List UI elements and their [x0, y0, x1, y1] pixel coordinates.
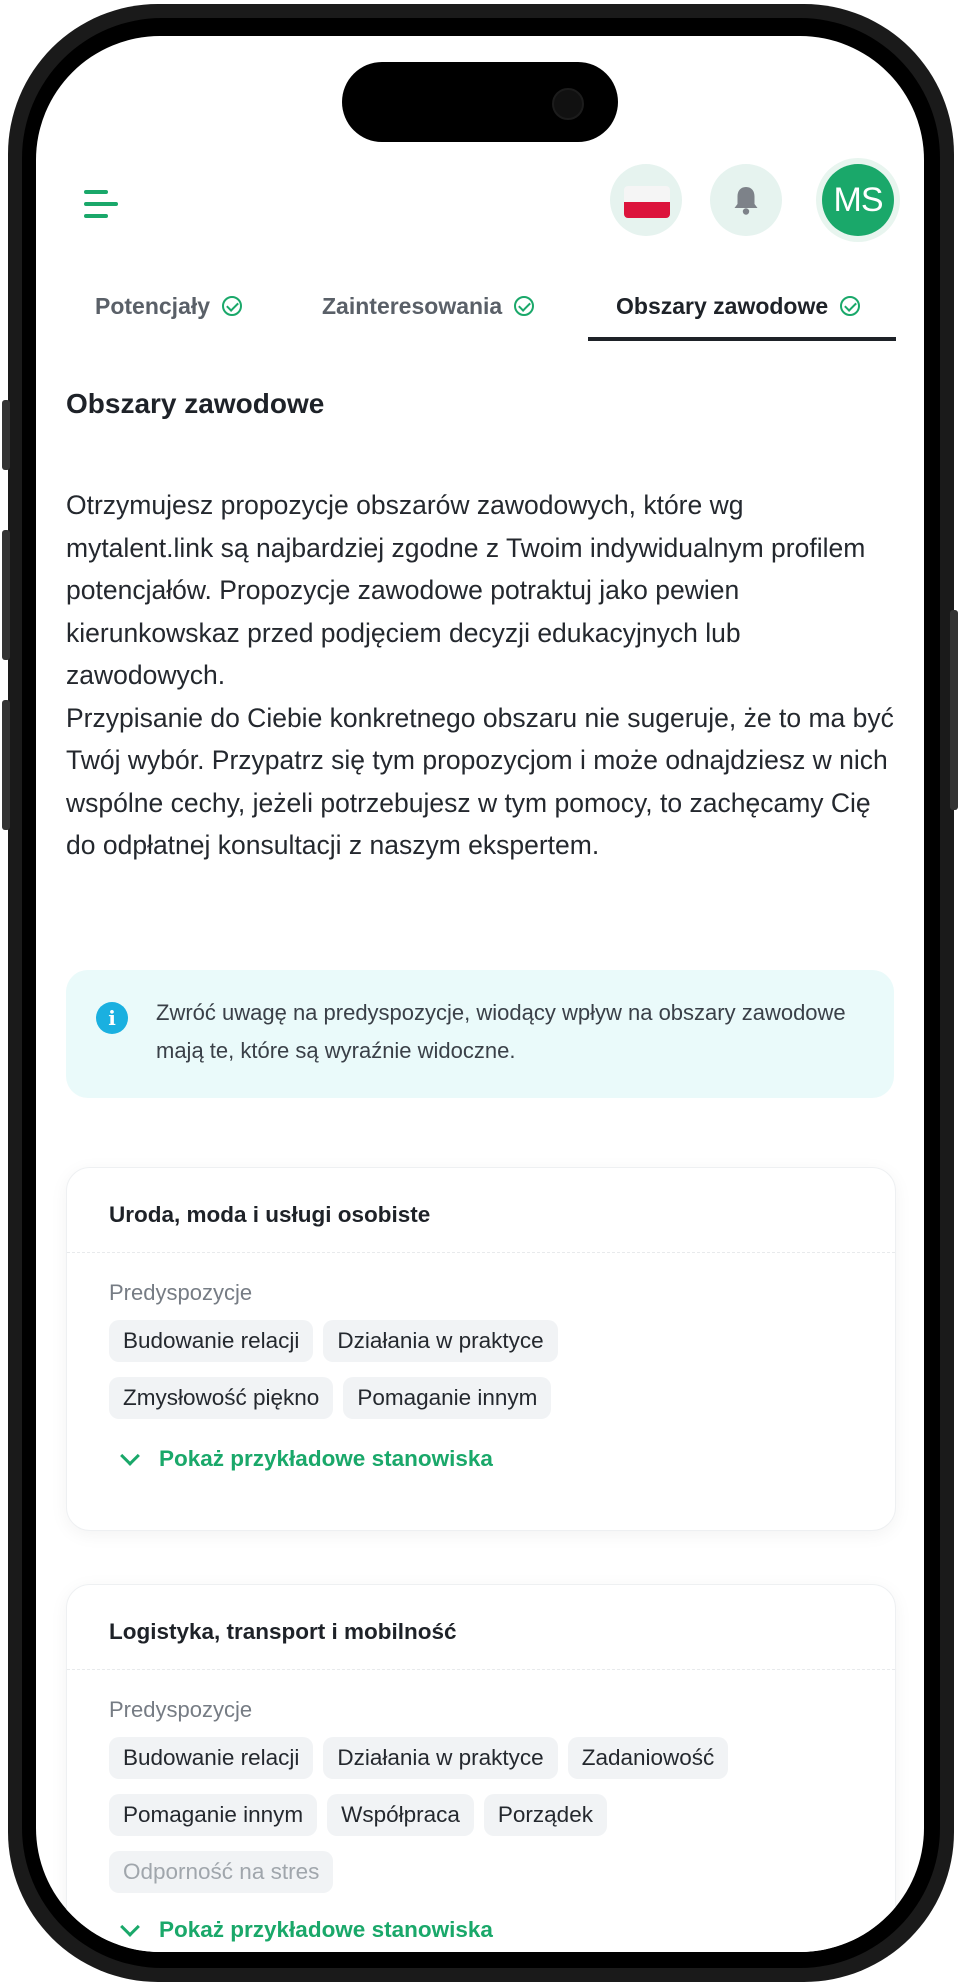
predisposition-chip-faded: Odporność na stres	[109, 1851, 333, 1893]
predisposition-chip: Zadaniowość	[568, 1737, 729, 1779]
bell-icon	[732, 184, 760, 216]
tab-bar	[36, 276, 924, 340]
check-circle-icon	[222, 296, 242, 316]
mute-switch	[2, 400, 10, 470]
camera-icon	[552, 88, 584, 120]
description-paragraph: Otrzymujesz propozycje obszarów zawodowych, które wg mytalent.link są najbardziej zgodne z Twoim indywidualnym profilem potencjałów. Propozycje zawodowe potraktuj jako pewien kierunkowskaz przed podjęciem decyzji edukacyjnych lub zawodowych.	[66, 490, 866, 690]
card-title: Uroda, moda i usługi osobiste	[109, 1202, 431, 1227]
power-button	[950, 610, 958, 810]
show-positions-button[interactable]	[123, 1917, 493, 1943]
tab-zainteresowania[interactable]	[322, 276, 534, 336]
predisposition-chip: Pomaganie innym	[343, 1377, 551, 1419]
card-divider	[67, 1669, 895, 1670]
predisposition-chip: Działania w praktyce	[323, 1737, 557, 1779]
poland-flag-icon	[624, 186, 670, 218]
tab-label: Zainteresowania	[322, 292, 503, 319]
tab-obszary-zawodowe[interactable]	[616, 276, 860, 336]
predisposition-chip: Działania w praktyce	[323, 1320, 557, 1362]
predispositions-label: Predyspozycje	[109, 1697, 253, 1722]
active-tab-indicator	[588, 337, 896, 341]
career-area-card	[66, 1167, 896, 1531]
check-circle-icon	[840, 296, 860, 316]
menu-icon[interactable]	[84, 186, 124, 222]
show-positions-label: Pokaż przykładowe stanowiska	[159, 1446, 493, 1471]
predisposition-chip: Budowanie relacji	[109, 1737, 313, 1779]
info-icon: i	[96, 1002, 128, 1034]
predisposition-chip: Pomaganie innym	[109, 1794, 317, 1836]
tab-label: Potencjały	[95, 292, 211, 319]
description	[66, 484, 896, 867]
language-button[interactable]	[610, 164, 682, 236]
career-area-card	[66, 1584, 896, 1952]
card-divider	[67, 1252, 895, 1253]
avatar[interactable]: MS	[822, 164, 894, 236]
chip-list	[109, 1737, 869, 1908]
tab-potencjaly[interactable]	[95, 276, 242, 336]
predisposition-chip: Budowanie relacji	[109, 1320, 313, 1362]
predisposition-chip: Współpraca	[327, 1794, 474, 1836]
chevron-down-icon	[120, 1446, 140, 1466]
dynamic-island	[342, 62, 618, 142]
page-title: Obszary zawodowe	[66, 388, 325, 419]
show-positions-button[interactable]	[123, 1446, 493, 1472]
volume-down-button	[2, 700, 10, 830]
notifications-button[interactable]	[710, 164, 782, 236]
predisposition-chip: Zmysłowość piękno	[109, 1377, 333, 1419]
predispositions-label: Predyspozycje	[109, 1280, 253, 1305]
volume-up-button	[2, 530, 10, 660]
tab-label: Obszary zawodowe	[616, 292, 829, 319]
description-paragraph: Przypisanie do Ciebie konkretnego obszaru nie sugeruje, że to ma być Twój wybór. Przypatrz się tym propozycjom i może odnajdziesz w nich wspólne cechy, jeżeli potrzebujesz w tym pomocy, to zachęcamy Cię do odpłatnej konsultacji z naszym ekspertem.	[66, 702, 894, 860]
info-text: Zwróć uwagę na predyspozycje, wiodący wpływ na obszary zawodowe mają te, które są wyraźnie widoczne.	[156, 1000, 846, 1063]
check-circle-icon	[514, 296, 534, 316]
screen	[36, 36, 924, 1952]
predisposition-chip: Porządek	[484, 1794, 607, 1836]
card-title: Logistyka, transport i mobilność	[109, 1619, 457, 1644]
chevron-down-icon	[120, 1917, 140, 1937]
show-positions-label: Pokaż przykładowe stanowiska	[159, 1917, 493, 1942]
info-callout	[66, 970, 894, 1098]
chip-list	[109, 1320, 869, 1434]
